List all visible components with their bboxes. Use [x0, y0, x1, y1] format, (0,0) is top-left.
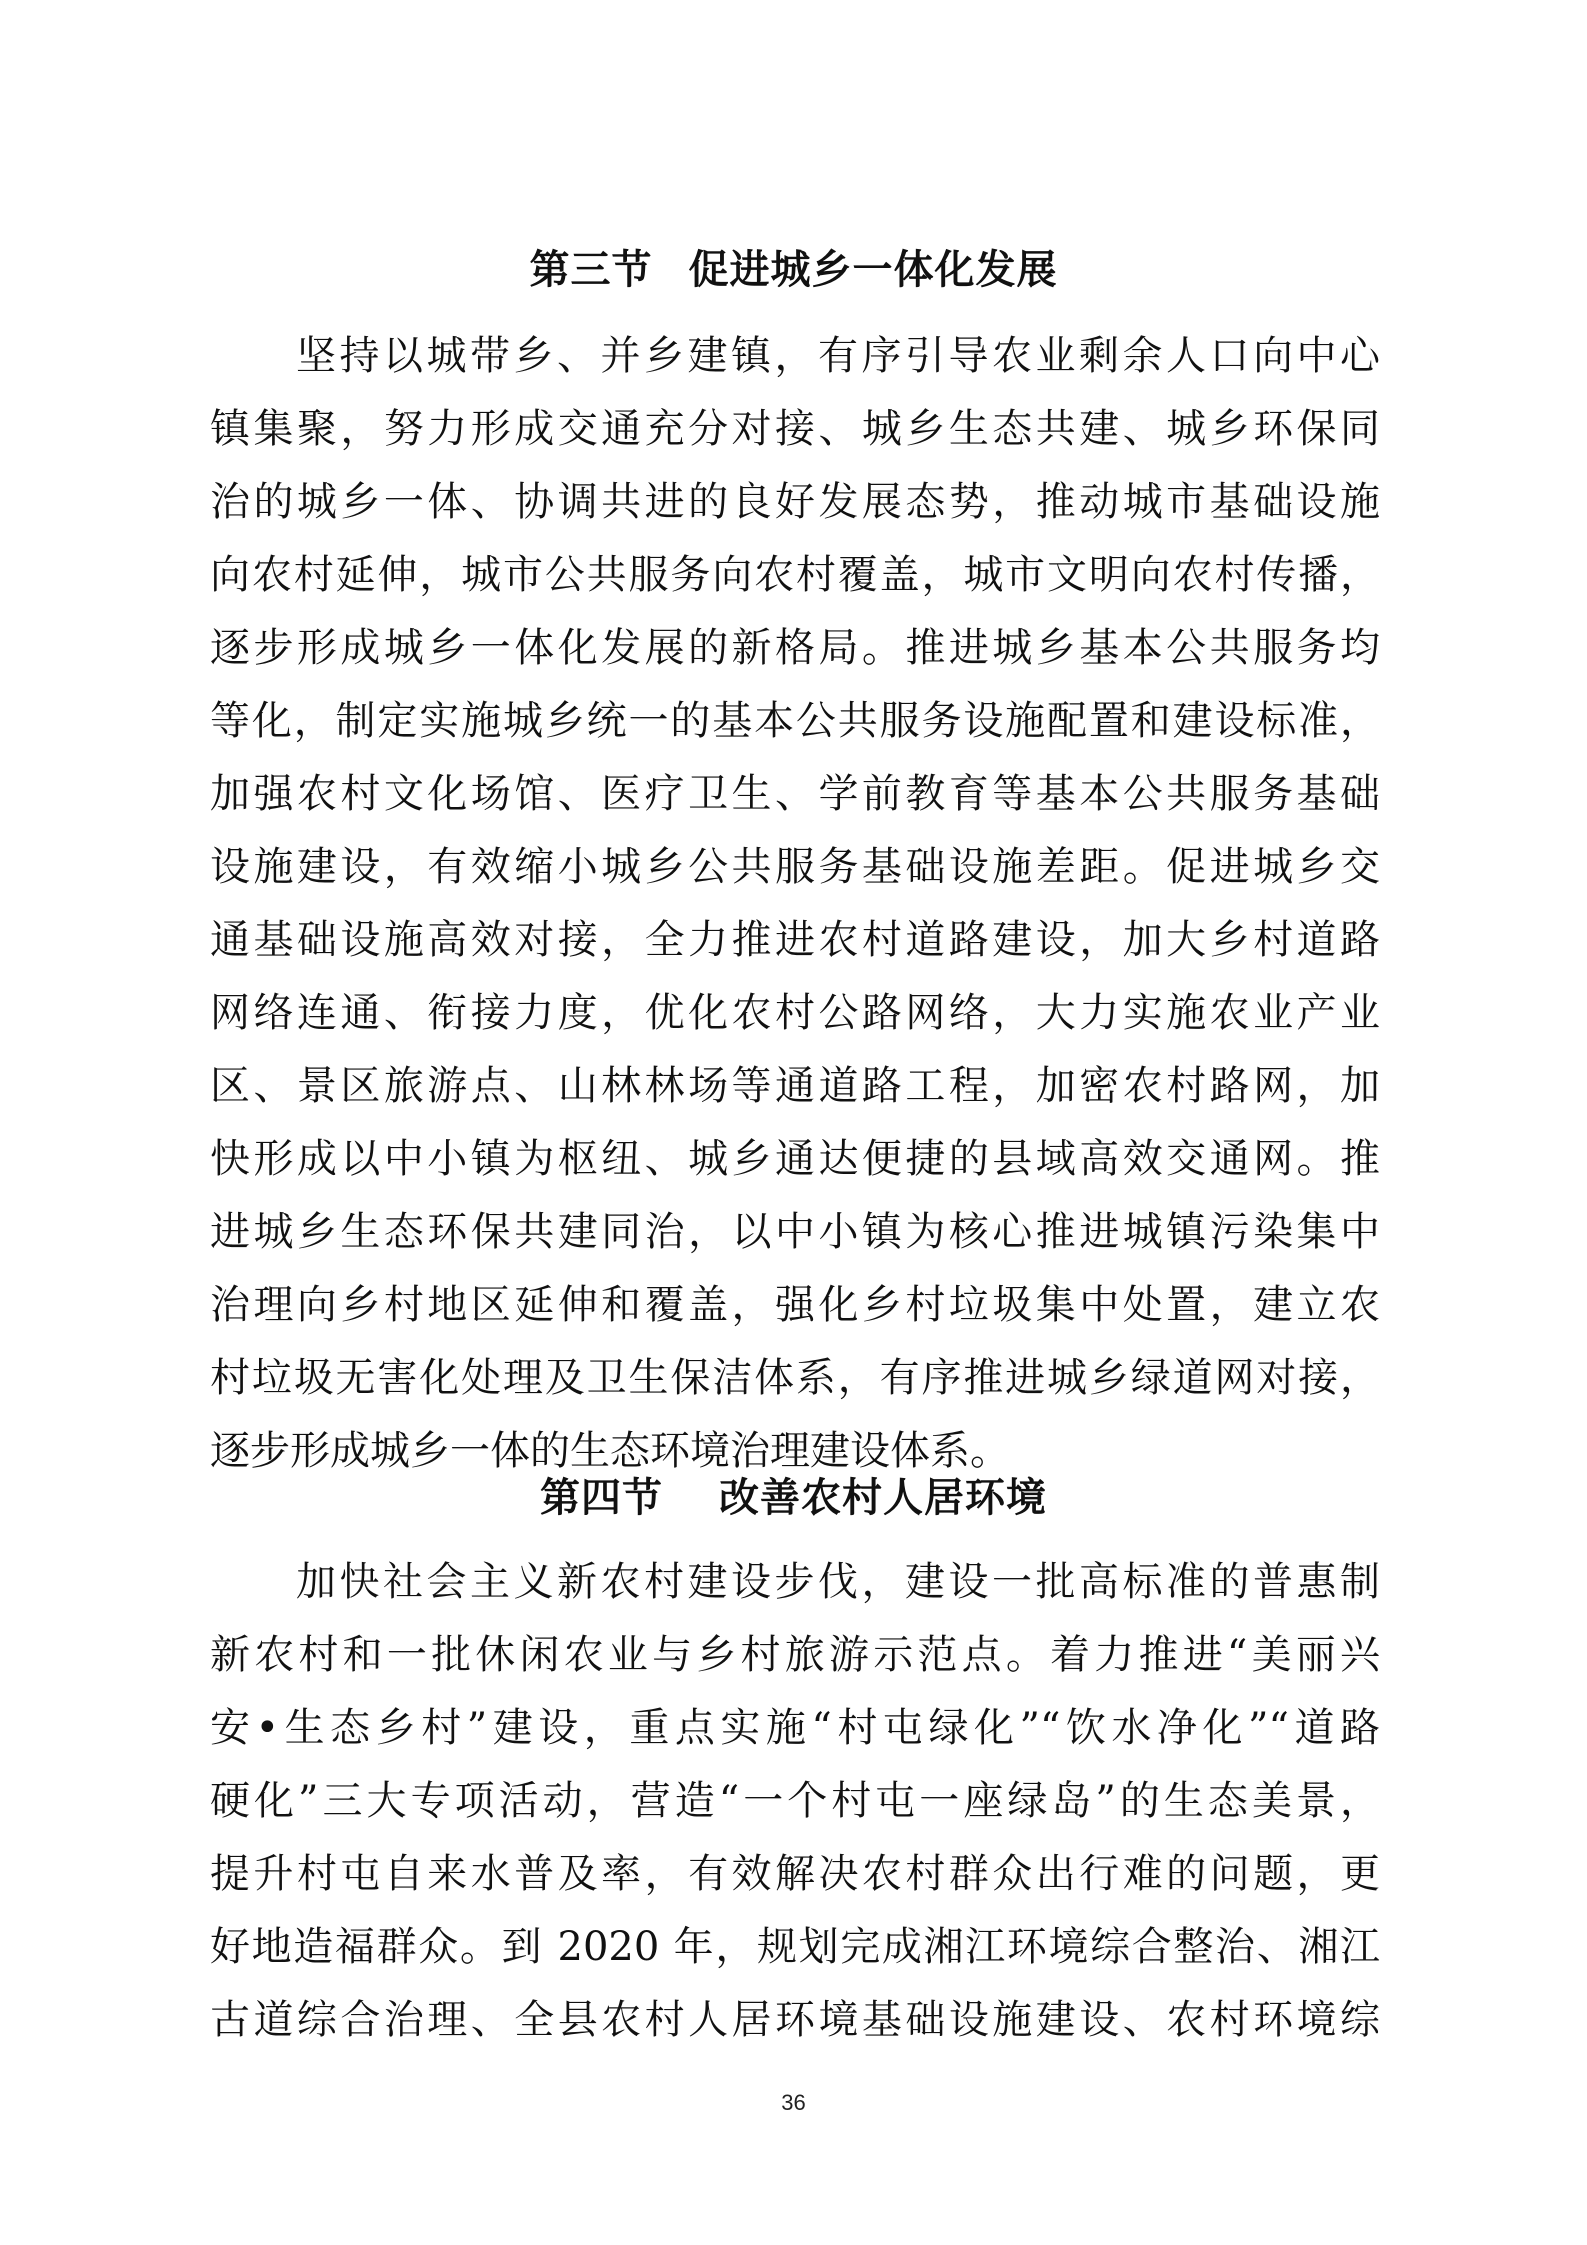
text-line: 好地造福群众。到 2020 年，规划完成湘江环境综合整治、湘江 [210, 1924, 1380, 1970]
text-line: 加强农村文化场馆、医疗卫生、学前教育等基本公共服务基础 [210, 771, 1380, 817]
text-line: 网络连通、衔接力度，优化农村公路网络，大力实施农业产业 [210, 990, 1380, 1036]
section-3-paragraph [210, 320, 1380, 1488]
text-line: 通基础设施高效对接，全力推进农村道路建设，加大乡村道路 [210, 917, 1380, 963]
text-line: 进城乡生态环保共建同治，以中小镇为核心推进城镇污染集中 [210, 1209, 1380, 1255]
text-line: 提升村屯自来水普及率，有效解决农村群众出行难的问题，更 [210, 1851, 1380, 1897]
text-line: 镇集聚，努力形成交通充分对接、城乡生态共建、城乡环保同 [210, 406, 1380, 452]
section-title: 促进城乡一体化发展 [688, 246, 1058, 293]
text-line: 新农村和一批休闲农业与乡村旅游示范点。着力推进“美丽兴 [210, 1632, 1380, 1678]
section-4-paragraph [210, 1546, 1380, 2057]
text-line: 加快社会主义新农村建设步伐，建设一批高标准的普惠制 [296, 1559, 1380, 1605]
section-number: 第四节 [540, 1474, 663, 1521]
text-line: 快形成以中小镇为枢纽、城乡通达便捷的县域高效交通网。推 [210, 1136, 1380, 1182]
text-line: 坚持以城带乡、并乡建镇，有序引导农业剩余人口向中心 [296, 333, 1380, 379]
text-line: 逐步形成城乡一体化发展的新格局。推进城乡基本公共服务均 [210, 625, 1380, 671]
text-line: 等化，制定实施城乡统一的基本公共服务设施配置和建设标准， [210, 698, 1380, 744]
page-number: 36 [781, 2090, 806, 2115]
text-line: 古道综合治理、全县农村人居环境基础设施建设、农村环境综 [210, 1997, 1380, 2043]
text-line: 向农村延伸，城市公共服务向农村覆盖，城市文明向农村传播， [210, 552, 1380, 598]
section-number: 第三节 [529, 246, 653, 293]
text-line: 治的城乡一体、协调共进的良好发展态势，推动城市基础设施 [210, 479, 1380, 525]
text-line: 安•生态乡村”建设，重点实施“村屯绿化”“饮水净化”“道路 [210, 1705, 1380, 1751]
text-line: 区、景区旅游点、山林林场等通道路工程，加密农村路网，加 [210, 1063, 1380, 1109]
text-line: 治理向乡村地区延伸和覆盖，强化乡村垃圾集中处置，建立农 [210, 1282, 1380, 1328]
text-line: 硬化”三大专项活动，营造“一个村屯一座绿岛”的生态美景， [210, 1778, 1380, 1824]
text-line: 设施建设，有效缩小城乡公共服务基础设施差距。促进城乡交 [210, 844, 1380, 890]
section-heading-3 [0, 240, 1587, 300]
text-line: 逐步形成城乡一体的生态环境治理建设体系。 [210, 1428, 1010, 1474]
section-heading-4 [0, 1468, 1587, 1528]
text-line: 村垃圾无害化处理及卫生保洁体系，有序推进城乡绿道网对接， [210, 1355, 1380, 1401]
section-title: 改善农村人居环境 [719, 1474, 1047, 1521]
